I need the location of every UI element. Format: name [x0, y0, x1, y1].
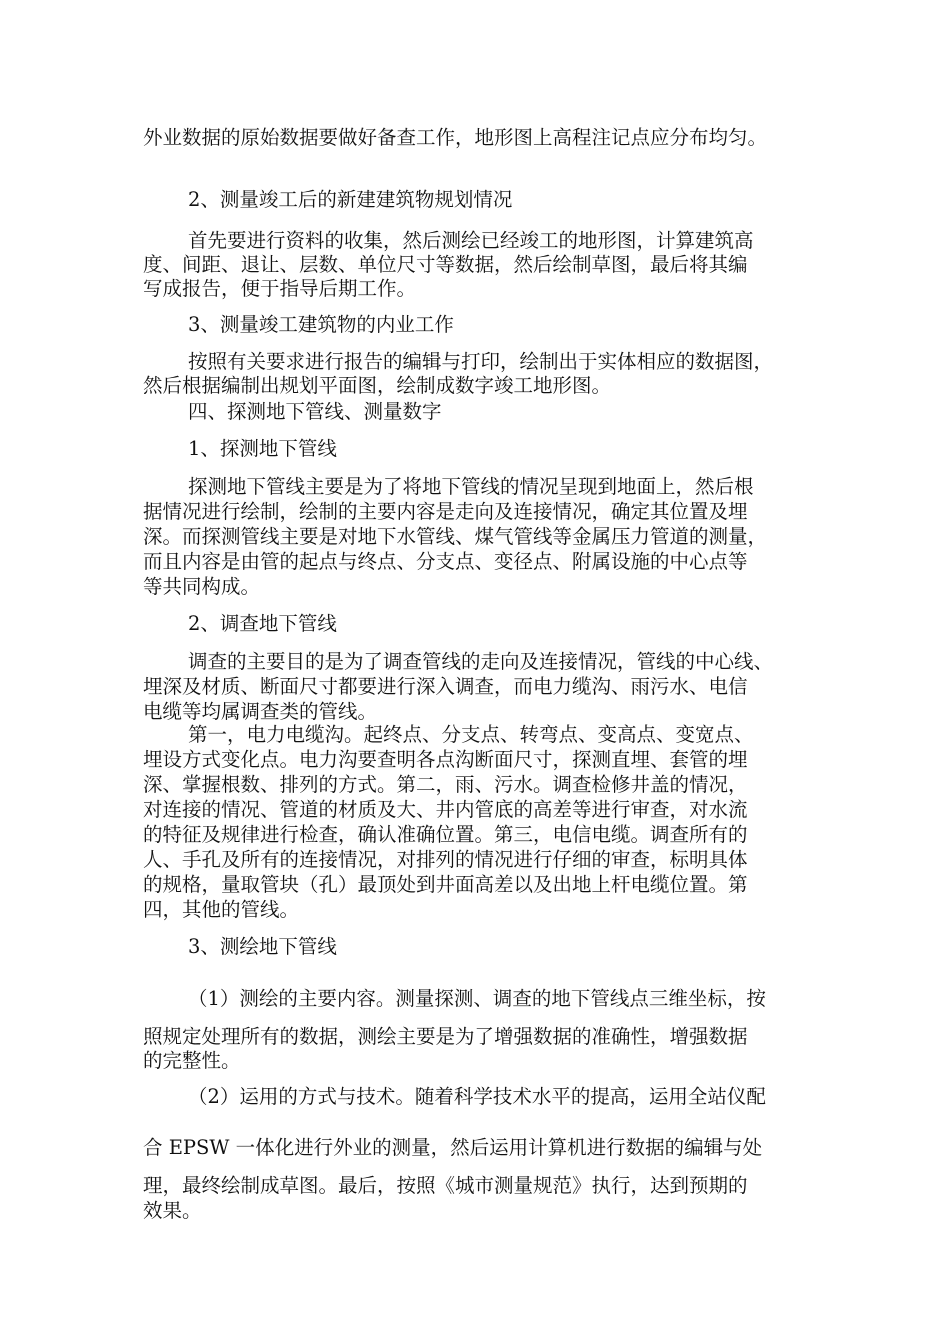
- text-line: （2）运用的方式与技术。随着科学技术水平的提高，运用全站仪配: [188, 1085, 766, 1108]
- text-line: 第一，电力电缆沟。起终点、分支点、转弯点、变高点、变宽点、: [188, 723, 754, 746]
- text-line: 而且内容是由管的起点与终点、分支点、变径点、附属设施的中心点等: [143, 550, 748, 573]
- section-heading: 2、测量竣工后的新建建筑物规划情况: [188, 188, 513, 211]
- text-line: 深、掌握根数、排列的方式。第二，雨、污水。调查检修井盖的情况，: [143, 773, 748, 796]
- text-line: 度、间距、退让、层数、单位尺寸等数据，然后绘制草图，最后将其编: [143, 253, 748, 276]
- text-line: 电缆等均属调查类的管线。: [143, 700, 378, 723]
- text-line: 人、手孔及所有的连接情况，对排列的情况进行仔细的审查，标明具体: [143, 848, 748, 871]
- text-line: （1）测绘的主要内容。测量探测、调查的地下管线点三维坐标，按: [188, 987, 766, 1010]
- text-line: 首先要进行资料的收集，然后测绘已经竣工的地形图，计算建筑高: [188, 229, 754, 252]
- text-line: 照规定处理所有的数据，测绘主要是为了增强数据的准确性，增强数据: [143, 1025, 748, 1048]
- section-heading: 2、调查地下管线: [188, 612, 337, 635]
- text-line: 的特征及规律进行检查，确认准确位置。第三，电信电缆。调查所有的: [143, 823, 748, 846]
- text-line: 外业数据的原始数据要做好备查工作，地形图上高程注记点应分布均匀。: [143, 126, 768, 149]
- chapter-heading: 四、探测地下管线、测量数字: [188, 400, 442, 423]
- text-line: 的完整性。: [143, 1049, 241, 1072]
- section-heading: 3、测绘地下管线: [188, 935, 337, 958]
- section-heading: 1、探测地下管线: [188, 437, 337, 460]
- text-line: 四，其他的管线。: [143, 898, 300, 921]
- text-line: 的规格，量取管块（孔）最顶处到井面高差以及出地上杆电缆位置。第: [143, 873, 748, 896]
- text-line: 深。而探测管线主要是对地下水管线、煤气管线等金属压力管道的测量，: [143, 525, 768, 548]
- text-line: 埋设方式变化点。电力沟要查明各点沟断面尺寸，探测直埋、套管的埋: [143, 748, 748, 771]
- text-line: 对连接的情况、管道的材质及大、井内管底的高差等进行审查，对水流: [143, 798, 748, 821]
- text-line: 等共同构成。: [143, 575, 261, 598]
- text-line: 效果。: [143, 1199, 202, 1222]
- text-line: 调查的主要目的是为了调查管线的走向及连接情况，管线的中心线、: [188, 650, 774, 673]
- text-line: 探测地下管线主要是为了将地下管线的情况呈现到地面上，然后根: [188, 475, 754, 498]
- text-line: 写成报告，便于指导后期工作。: [143, 277, 417, 300]
- text-line: 然后根据编制出规划平面图，绘制成数字竣工地形图。: [143, 374, 612, 397]
- text-line: 据情况进行绘制，绘制的主要内容是走向及连接情况，确定其位置及埋: [143, 500, 748, 523]
- text-line: 理，最终绘制成草图。最后，按照《城市测量规范》执行，达到预期的: [143, 1174, 748, 1197]
- section-heading: 3、测量竣工建筑物的内业工作: [188, 313, 454, 336]
- text-line: 合 EPSW 一体化进行外业的测量，然后运用计算机进行数据的编辑与处: [143, 1136, 763, 1159]
- text-line: 埋深及材质、断面尺寸都要进行深入调查，而电力缆沟、雨污水、电信: [143, 675, 748, 698]
- text-line: 按照有关要求进行报告的编辑与打印，绘制出于实体相应的数据图，: [188, 350, 774, 373]
